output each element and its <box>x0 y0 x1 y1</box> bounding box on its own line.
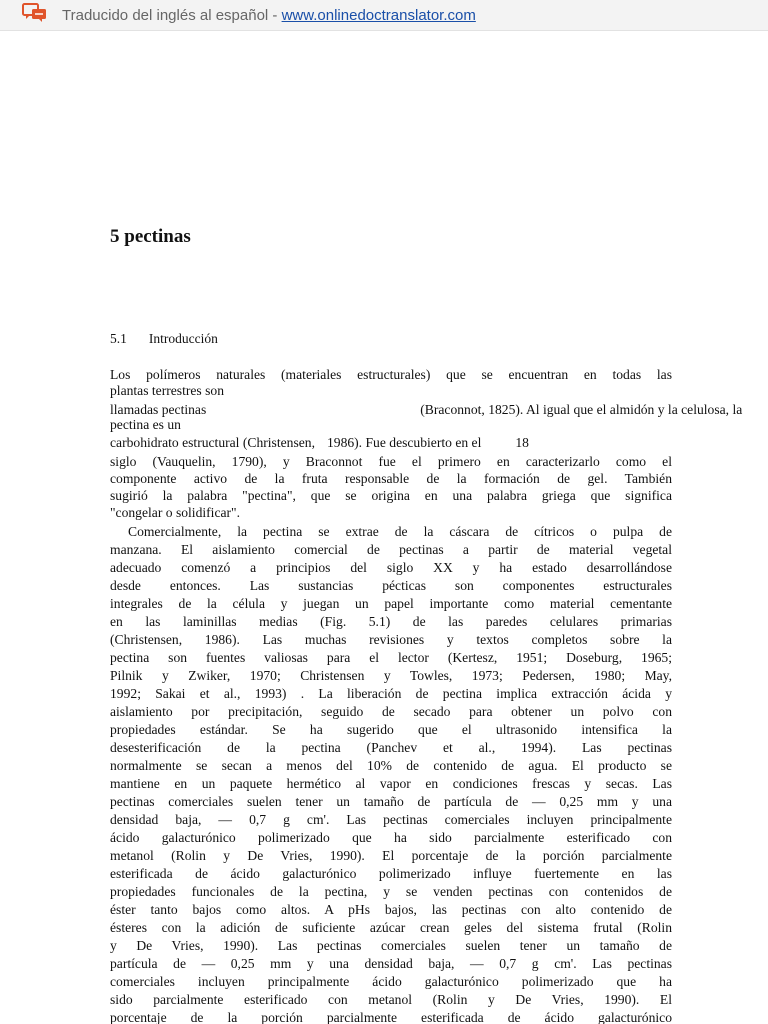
text-line: componente activo de la fruta responsable de la formación de gel. También <box>110 471 672 486</box>
text-line: carbohidrato estructural (Christensen, 1986). Fue descubierto en el 18 <box>110 435 529 450</box>
section-heading <box>110 331 218 347</box>
text-line: desde entonces. Las sustancias pécticas son componentes estructurales <box>110 578 672 593</box>
section-title: Introducción <box>148 331 218 346</box>
text-line: comerciales incluyen principalmente ácido galacturónico polimerizado que ha <box>110 974 672 989</box>
text-line: propiedades estándar. Se ha sugerido que el ultrasonido intensifica la <box>110 722 672 737</box>
text-line: Comercialmente, la pectina se extrae de la cáscara de cítricos o pulpa de <box>128 524 672 539</box>
text-line: pectina es un <box>110 417 181 432</box>
text-line: adecuado comenzó a principios del siglo XX y ha estado desarrollándose <box>110 560 672 575</box>
text-line: sido parcialmente esterificado con metanol (Rolin y De Vries, 1990). El <box>110 992 672 1007</box>
text-line: mantiene en un paquete hermético al vapor en condiciones frescas y secas. Las <box>110 776 672 791</box>
chapter-title: 5 pectinas <box>110 226 191 247</box>
text-line: pectina son fuentes valiosas para el lector (Kertesz, 1951; Doseburg, 1965; <box>110 650 672 665</box>
text-line: metanol (Rolin y De Vries, 1990). El porcentaje de la porción parcialmente <box>110 848 672 863</box>
text-line: (Christensen, 1986). Las muchas revisiones y textos completos sobre la <box>110 632 672 647</box>
text-line: aislamiento por precipitación, seguido de secado para obtener un polvo con <box>110 704 672 719</box>
text-line: ésteres con la adición de suficiente azúcar crean geles del sistema frutal (Rolin <box>110 920 672 935</box>
text-line: ácido galacturónico polimerizado que ha sido parcialmente esterificado con <box>110 830 672 845</box>
text-line: densidad baja, — 0,7 g cm'. Las pectinas comerciales incluyen principalmente <box>110 812 672 827</box>
text-line: integrales de la célula y juegan un papel importante como material cementante <box>110 596 672 611</box>
translator-banner <box>0 0 768 31</box>
banner-text: Traducido del inglés al español - www.onlinedoctranslator.com <box>62 7 476 24</box>
text-line: Los polímeros naturales (materiales estructurales) que se encuentran en todas las <box>110 367 672 382</box>
text-line: 1992; Sakai et al., 1993) . La liberación de pectina implica extracción ácida y <box>110 686 672 701</box>
text-line: manzana. El aislamiento comercial de pectinas a partir de material vegetal <box>110 542 672 557</box>
text-line: plantas terrestres son <box>110 383 225 398</box>
translator-logo-icon <box>22 3 48 23</box>
text-line: pectinas comerciales suelen tener un tamaño de partícula de — 0,25 mm y una <box>110 794 672 809</box>
translator-link[interactable]: www.onlinedoctranslator.com <box>281 7 476 24</box>
text-line: desesterificación de la pectina (Panchev et al., 1994). Las pectinas <box>110 740 672 755</box>
text-line: Pilnik y Zwiker, 1970; Christensen y Towles, 1973; Pedersen, 1980; May, <box>110 668 672 683</box>
text-line: sugirió la palabra "pectina", que se origina en una palabra griega que significa <box>110 488 672 503</box>
text-line: propiedades funcionales de la pectina, y se venden pectinas con contenidos de <box>110 884 672 899</box>
text-line: éster tanto bajos como altos. A pHs bajos, las pectinas con alto contenido de <box>110 902 672 917</box>
text-line: porcentaje de la porción parcialmente esterificada de ácido galacturónico <box>110 1010 672 1024</box>
text-line: partícula de — 0,25 mm y una densidad baja, — 0,7 g cm'. Las pectinas <box>110 956 672 971</box>
text-line: esterificada de ácido galacturónico polimerizado influye fuertemente en las <box>110 866 672 881</box>
text-line: en las laminillas medias (Fig. 5.1) de las paredes celulares primarias <box>110 614 672 629</box>
section-number: 5.1 <box>110 331 127 346</box>
text-line: y De Vries, 1990). Las pectinas comerciales suelen tener un tamaño de <box>110 938 672 953</box>
text-line: "congelar o solidificar". <box>110 505 240 520</box>
text-line: normalmente se secan a menos del 10% de contenido de agua. El producto se <box>110 758 672 773</box>
text-line: siglo (Vauquelin, 1790), y Braconnot fue el primero en caracterizarlo como el <box>110 454 672 469</box>
text-line: llamadas pectinas (Braconnot, 1825). Al igual que el almidón y la celulosa, la <box>110 402 743 417</box>
